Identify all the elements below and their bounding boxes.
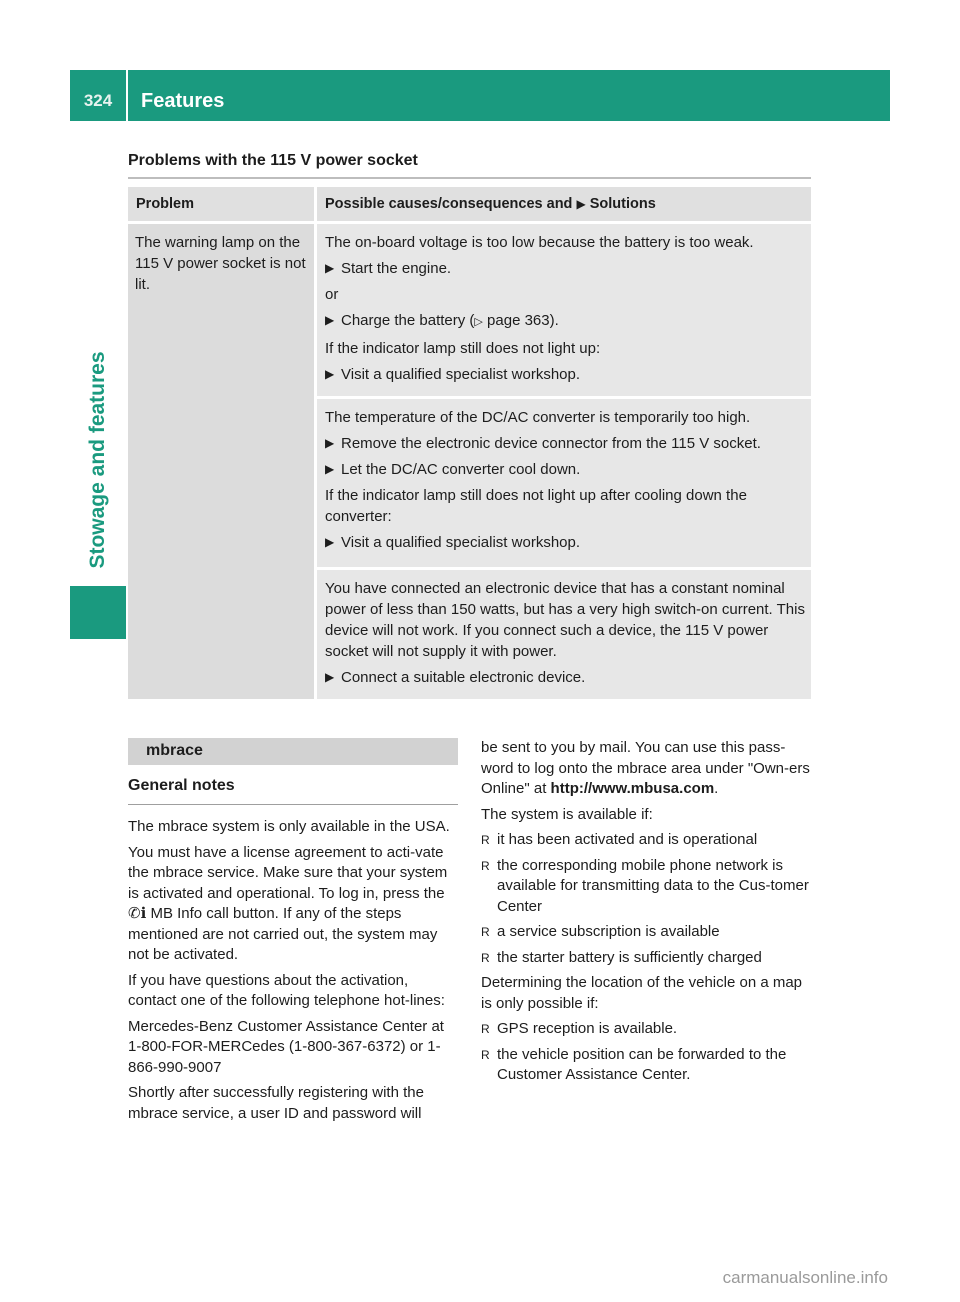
body-paragraph: The mbrace system is only available in the USA. <box>128 818 450 835</box>
solution-cell-2 <box>317 399 811 567</box>
mbrace-left-column <box>128 738 460 1129</box>
note-text: If the indicator lamp still does not light up after cooling down the converter: <box>325 487 747 525</box>
body-paragraph: If you have questions about the activation, contact one of the following telephone hot-lines: <box>128 971 445 1009</box>
arrow-icon: ▶ <box>325 535 335 549</box>
column-header-solutions: Possible causes/consequences and ▶ Solutions <box>325 196 656 212</box>
cause-text: You have connected an electronic device that has a constant nominal power of less than 150 watts, but has a very high switch-on current. This device will not work. If you connect such a device, the 115 V power socket will not supply it with power. <box>325 580 805 660</box>
arrow-icon: ▶ <box>325 367 335 381</box>
page-title: Features <box>141 90 225 112</box>
bullet-icon: R <box>481 1047 490 1062</box>
section-title: Problems with the 115 V power socket <box>128 152 418 169</box>
general-notes-heading: General notes <box>128 777 235 794</box>
solution-step: ▶ Start the engine. <box>325 260 452 277</box>
list-item: R the vehicle position can be forwarded to the Customer Assistance Center. <box>481 1045 787 1083</box>
table-header-solutions <box>314 187 811 221</box>
arrow-icon: ▶ <box>325 436 335 450</box>
page-ref-icon: ▷ <box>474 316 483 328</box>
column-header-problem: Problem <box>136 196 195 212</box>
list-item: R GPS reception is available. <box>481 1019 813 1040</box>
or-text: or <box>325 286 339 303</box>
header-divider <box>126 70 128 121</box>
mbrace-heading-bar <box>128 738 458 765</box>
note-text: If the indicator lamp still does not light up: <box>325 340 601 357</box>
body-paragraph: The system is available if: <box>481 805 653 823</box>
solution-step: ▶ Visit a qualified specialist workshop. <box>325 366 581 383</box>
bullet-icon: R <box>481 950 490 965</box>
problem-text: The warning lamp on the 115 V power socket is not lit. <box>135 234 306 293</box>
bullet-icon: R <box>481 858 490 873</box>
body-paragraph: Determining the location of the vehicle on a map is only possible if: <box>481 974 803 1012</box>
solution-cell-1 <box>317 224 811 396</box>
solution-step: ▶ Charge the battery (▷ page 363). <box>325 312 559 329</box>
side-block <box>70 586 126 639</box>
solution-step: ▶ Remove the electronic device connector from the 115 V socket. <box>325 435 761 452</box>
body-paragraph: You must have a license agreement to acti-vate the mbrace service. Make sure that your system is activated and operational. To log in, press the ✆ℹ MB Info call button. If any of the steps mentioned are not carried out, the system may not be activated. <box>128 843 448 963</box>
body-paragraph: Shortly after successfully registering with the mbrace service, a user ID and password will <box>128 1084 424 1122</box>
list-item: R it has been activated and is operational <box>481 830 813 851</box>
mbrace-heading: mbrace <box>146 742 203 759</box>
problems-table <box>128 187 811 699</box>
arrow-icon: ▶ <box>576 197 586 211</box>
solution-step: ▶ Let the DC/AC converter cool down. <box>325 461 581 478</box>
phone-info-icon: ✆ℹ <box>128 905 147 922</box>
solution-step: ▶ Visit a qualified specialist workshop. <box>325 534 581 551</box>
table-header-problem <box>128 187 314 221</box>
list-item: R the starter battery is sufficiently charged <box>481 948 813 969</box>
cause-text: The temperature of the DC/AC converter is temporarily too high. <box>325 409 751 426</box>
arrow-icon: ▶ <box>325 670 335 684</box>
subheading-rule <box>128 804 458 805</box>
solution-cell-3 <box>317 570 811 699</box>
watermark: carmanualsonline.info <box>722 1268 888 1287</box>
bullet-icon: R <box>481 925 490 939</box>
body-paragraph: Mercedes-Benz Customer Assistance Center at 1-800-FOR-MERCedes (1-800-367-6372) or 1-866-990-9007 <box>128 1017 444 1076</box>
cause-text: The on-board voltage is too low because the battery is too weak. <box>325 234 754 251</box>
mbusa-link[interactable]: http://www.mbusa.com <box>550 780 715 797</box>
bullet-icon: R <box>481 833 490 847</box>
list-item: R a service subscription is available <box>481 922 813 943</box>
page-number: 324 <box>83 91 113 110</box>
bullet-icon: R <box>481 1022 490 1036</box>
list-item: R the corresponding mobile phone network is available for transmitting data to the Cus-tomer Center <box>481 856 809 915</box>
side-label: Stowage and features <box>86 351 109 569</box>
arrow-icon: ▶ <box>325 462 335 476</box>
mbrace-right-column <box>481 738 813 1091</box>
body-paragraph: be sent to you by mail. You can use this pass-word to log onto the mbrace area under "Own-ers Online" at http://www.mbusa.com. <box>481 739 810 797</box>
arrow-icon: ▶ <box>325 313 335 327</box>
title-rule <box>128 177 811 179</box>
solution-step: ▶ Connect a suitable electronic device. <box>325 669 586 686</box>
arrow-icon: ▶ <box>325 261 335 275</box>
problem-cell <box>128 224 314 699</box>
